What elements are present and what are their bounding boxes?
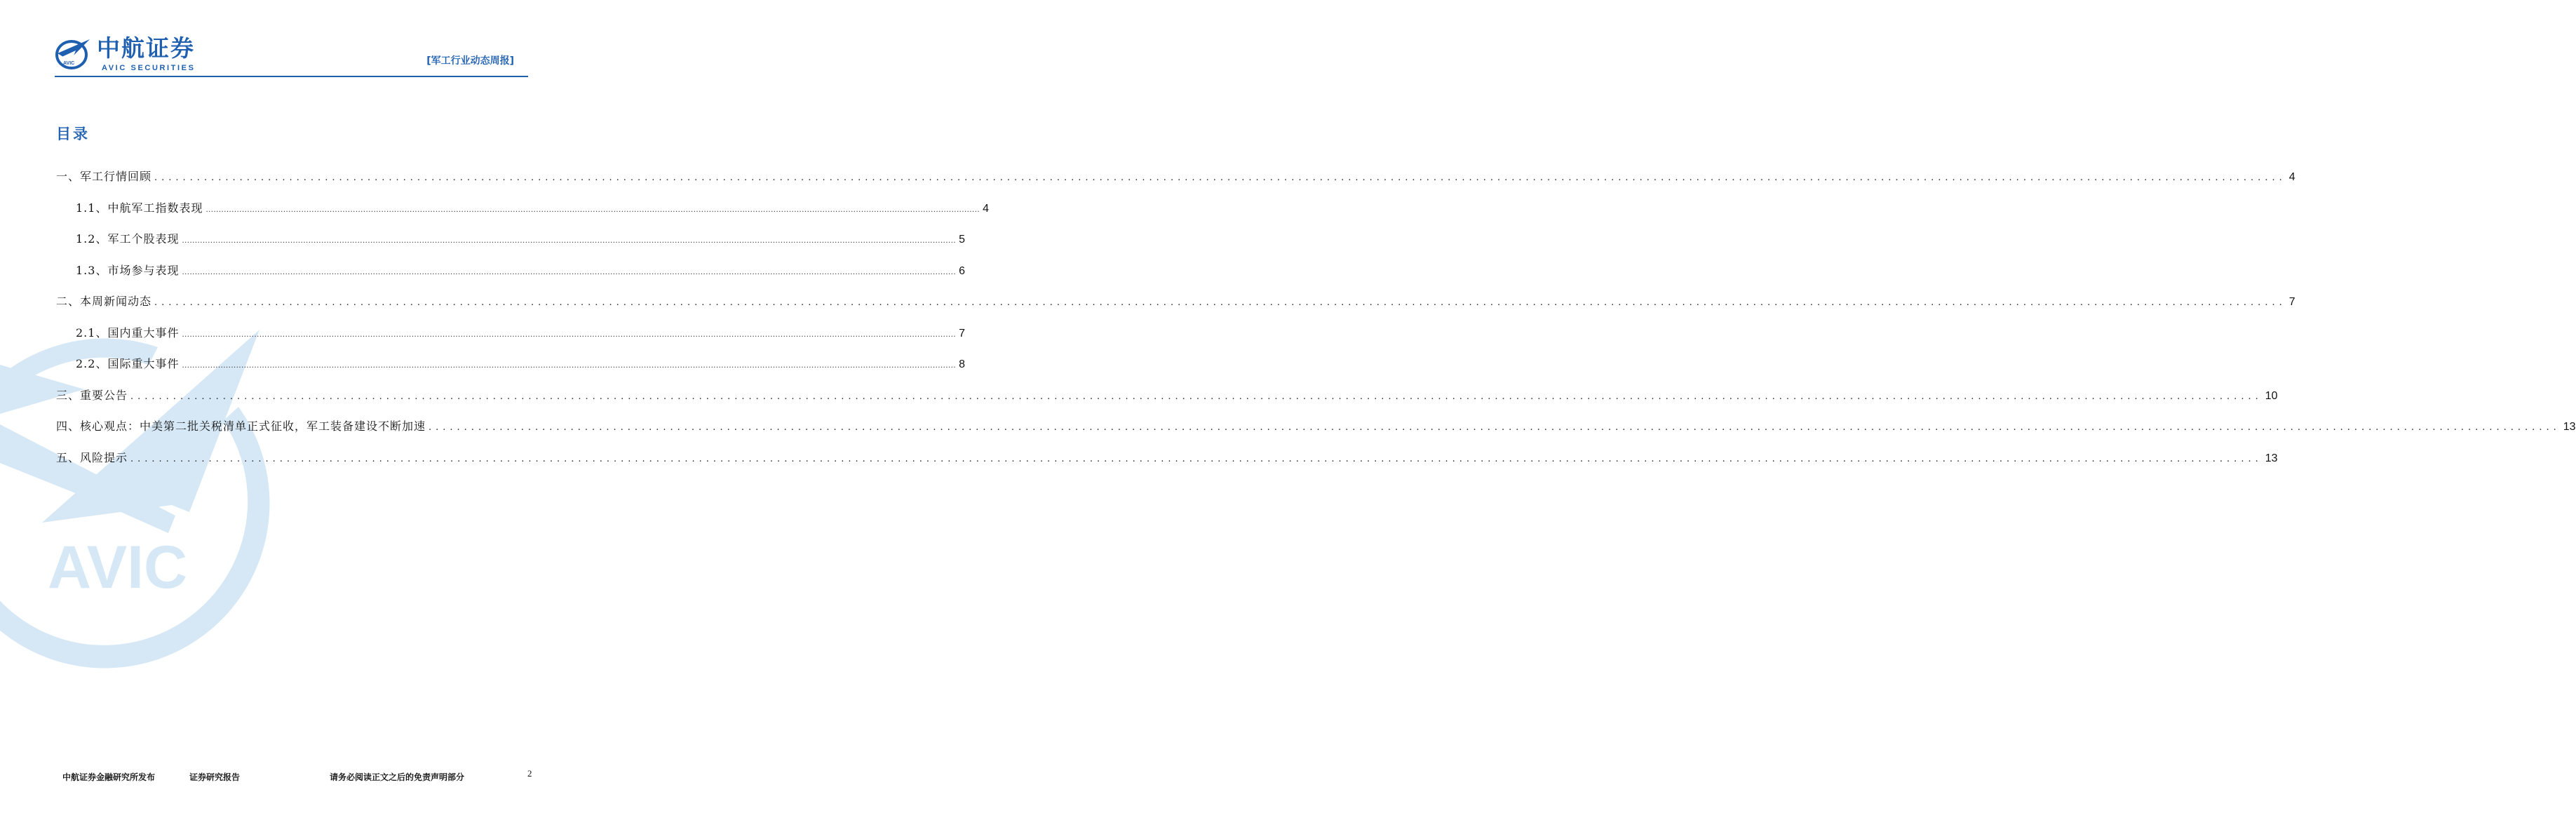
toc-entry[interactable] — [56, 229, 965, 261]
toc-entry-text: 一、军工行情回顾 — [56, 170, 152, 183]
toc-entry-text: 三、重要公告 — [56, 388, 128, 402]
toc-entry[interactable] — [56, 386, 2278, 417]
toc-dot-leader: ............................................................................................................................................................................................................................................................................................................ — [154, 297, 2286, 308]
toc-dot-leader: ............................................................................................................................................................................................................................................................................................................ — [182, 362, 957, 370]
toc-entry-page: 7 — [2288, 296, 2295, 308]
toc-entry-text: 四、核心观点：中美第二批关税清单正式征收，军工装备建设不断加速 — [56, 419, 426, 433]
toc-entry-page: 4 — [983, 202, 989, 215]
toc-entry-text: 2.2、国际重大事件 — [76, 357, 180, 370]
toc-entry-page: 5 — [959, 234, 965, 246]
toc-entry-text: 二、本周新闻动态 — [56, 295, 152, 308]
page-number: 2 — [527, 768, 532, 779]
table-of-contents — [56, 167, 2576, 479]
watermark-text: AVIC — [48, 534, 188, 601]
toc-entry-page: 13 — [2265, 452, 2278, 464]
toc-dot-leader: ............................................................................................................................................................................................................................................................................................................ — [130, 391, 2263, 402]
toc-entry-page: 6 — [959, 264, 965, 277]
toc-entry[interactable] — [56, 417, 2576, 448]
toc-dot-leader: ............................................................................................................................................................................................................................................................................................................ — [182, 330, 957, 339]
toc-entry[interactable] — [56, 448, 2278, 480]
footer-disclaimer: 请务必阅读正文之后的免责声明部分 — [330, 772, 465, 782]
toc-entry[interactable] — [56, 167, 2295, 199]
toc-dot-leader: ............................................................................................................................................................................................................................................................................................................ — [130, 453, 2263, 464]
toc-entry-page: 13 — [2563, 421, 2576, 433]
toc-entry[interactable] — [56, 323, 965, 355]
toc-entry-text: 1.1、中航军工指数表现 — [76, 201, 203, 215]
page-header — [0, 0, 580, 79]
toc-entry-text: 1.3、市场参与表现 — [76, 263, 180, 277]
toc-entry-page: 4 — [2288, 171, 2295, 183]
toc-title: 目录 — [56, 125, 90, 142]
toc-entry[interactable] — [56, 292, 2295, 323]
toc-entry[interactable] — [56, 261, 965, 293]
toc-entry-text: 2.1、国内重大事件 — [76, 325, 180, 340]
toc-dot-leader: ............................................................................................................................................................................................................................................................................................................ — [182, 268, 957, 276]
footer-publisher: 中航证券金融研究所发布 — [62, 772, 156, 782]
toc-entry[interactable] — [56, 354, 965, 386]
toc-dot-leader: ............................................................................................................................................................................................................................................................................................................ — [182, 237, 957, 245]
toc-entry-page: 8 — [959, 358, 965, 370]
toc-dot-leader: ............................................................................................................................................................................................................................................................................................................ — [429, 422, 2561, 433]
toc-dot-leader: ............................................................................................................................................................................................................................................................................................................ — [154, 173, 2286, 183]
toc-entry-text: 1.2、军工个股表现 — [76, 232, 180, 246]
header-divider — [55, 76, 528, 77]
brand-name-chinese: 中航证券 — [97, 34, 195, 62]
toc-entry-page: 10 — [2265, 389, 2278, 402]
brand-name-english: AVIC SECURITIES — [102, 64, 196, 72]
toc-entry-page: 7 — [959, 327, 965, 340]
toc-entry-text: 五、风险提示 — [56, 450, 128, 464]
footer-report-type: 证券研究报告 — [189, 772, 241, 782]
report-type-tag: [军工行业动态周报] — [426, 55, 514, 67]
avic-logo-icon — [55, 36, 91, 70]
svg-text:AVIC: AVIC — [63, 61, 75, 66]
toc-entry[interactable] — [56, 199, 989, 230]
toc-dot-leader: ............................................................................................................................................................................................................................................................................................................ — [205, 206, 980, 214]
